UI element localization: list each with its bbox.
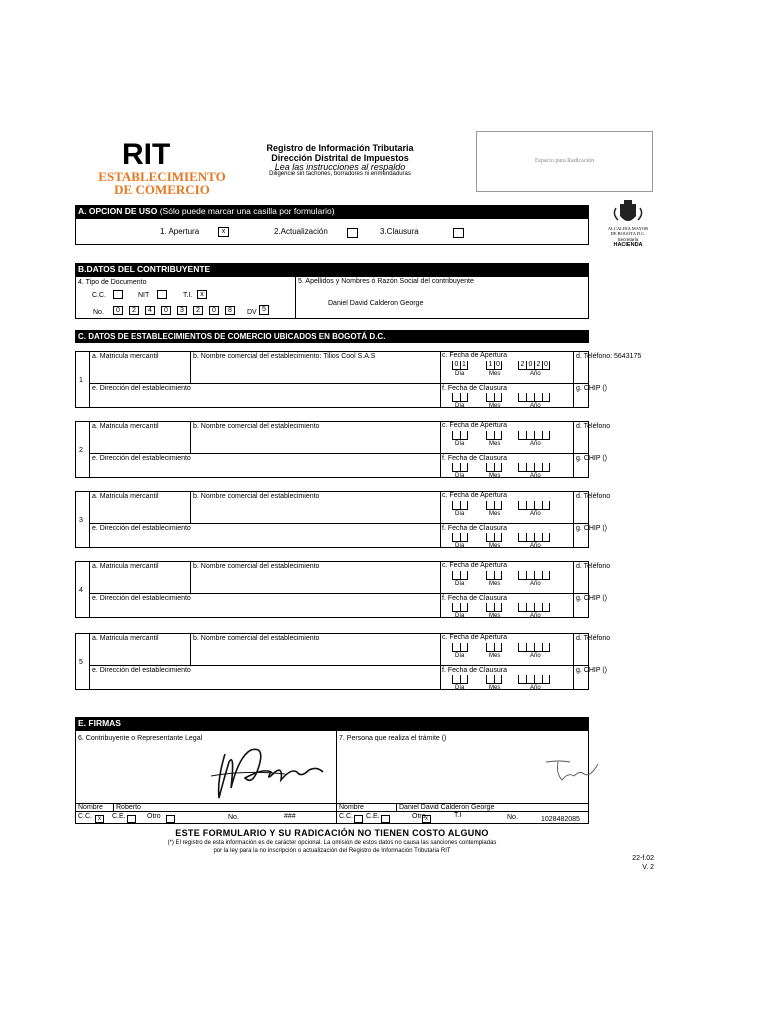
apertura-anio-caption: Año	[530, 653, 541, 659]
row-col-divider	[573, 351, 574, 408]
clausura-anio-caption: Año	[530, 685, 541, 691]
contributor-name-label: 5. Apellidos y Nombres ó Razón Social del contribuyente	[298, 278, 474, 285]
row-col-divider	[440, 421, 441, 478]
nombre-comercial-text: b. Nombre comercial del establecimiento	[193, 635, 320, 642]
clausura-mes-cell[interactable]	[494, 533, 502, 542]
clausura-anio-cell[interactable]	[542, 393, 550, 402]
clausura-anio-caption: Año	[530, 613, 541, 619]
telefono-text: d. Teléfono	[576, 563, 611, 570]
header-line-2: Dirección Distrital de Impuestos	[271, 153, 409, 163]
left-otro-label: Otro	[147, 813, 161, 820]
right-ti-value[interactable]: T.I	[454, 812, 462, 819]
header-line-1: Registro de Información Tributaria	[266, 143, 414, 153]
section-e-header: E. FIRMAS	[75, 717, 589, 730]
rit-title: RIT	[122, 138, 171, 171]
left-cc-label: C.C.	[78, 813, 92, 820]
apertura-anio-caption: Año	[530, 371, 541, 377]
row-num-divider	[89, 491, 90, 548]
section-a-title: A. OPCION DE USO	[78, 206, 158, 216]
signature-name-line	[75, 803, 589, 804]
clausura-anio-cell[interactable]	[526, 533, 534, 542]
apertura-mes-caption: Mes	[489, 441, 501, 447]
clausura-mes-cell[interactable]	[486, 603, 494, 612]
apertura-anio-cell[interactable]	[534, 571, 542, 580]
nombre-comercial-label	[193, 353, 375, 361]
apertura-dia-cell[interactable]: 1	[460, 361, 468, 370]
doc-number-label: No.	[93, 309, 104, 316]
left-ce-label: C.E.	[112, 813, 126, 820]
clausura-mes-cell[interactable]	[494, 393, 502, 402]
clausura-anio-caption: Año	[530, 403, 541, 409]
clausura-dia-caption: Día	[455, 613, 465, 619]
contributor-name-value[interactable]: Daniel David Calderon George	[328, 300, 424, 307]
telefono-label	[576, 493, 610, 501]
apertura-anio-cell[interactable]: 2	[518, 361, 526, 370]
row-mid-line	[89, 383, 589, 384]
direccion-label: e. Dirección del establecimiento	[92, 667, 191, 674]
left-name-divider	[113, 803, 114, 811]
logo-line-4: HACIENDA	[613, 242, 643, 248]
signature-left-label: 6. Contribuyente o Representante Legal	[78, 735, 203, 742]
right-ce-label: C.E.	[366, 813, 380, 820]
apertura-mes-caption: Mes	[489, 581, 501, 587]
form-code: 22-f.02	[632, 855, 654, 862]
apertura-anio-cell[interactable]	[518, 501, 526, 510]
tipo-documento-label: 4. Tipo de Documento	[78, 279, 147, 286]
header-line-3: Lea las instrucciones al respaldo	[274, 162, 406, 172]
apertura-mes-cell[interactable]	[494, 643, 502, 652]
row-col-divider	[573, 561, 574, 618]
radicacion-box	[476, 131, 653, 192]
clausura-dia-caption: Día	[455, 473, 465, 479]
nombre-comercial-label	[193, 423, 319, 431]
ti-label: T.I.	[183, 292, 193, 299]
apertura-dia-cell[interactable]	[460, 501, 468, 510]
fecha-apertura-label: c. Fecha de Apertura	[442, 422, 507, 429]
logo-line-2: DE BOGOTA D.C.	[610, 231, 646, 236]
nombre-comercial-label	[193, 563, 319, 571]
row-num-divider	[89, 421, 90, 478]
apertura-mes-cell[interactable]	[494, 431, 502, 440]
row-col-divider	[190, 561, 191, 593]
right-otro-label: Otro	[412, 813, 426, 820]
nombre-comercial-text: b. Nombre comercial del establecimiento	[193, 563, 320, 570]
nit-label: NIT	[138, 292, 150, 299]
dv-field[interactable]: 5	[259, 305, 269, 315]
apertura-dia-cell[interactable]	[452, 431, 460, 440]
row-number: 1	[79, 377, 83, 384]
row-col-divider	[190, 351, 191, 383]
row-mid-line	[89, 453, 589, 454]
apertura-dia-cell[interactable]	[452, 571, 460, 580]
row-num-divider	[89, 351, 90, 408]
left-name-label: Nombre	[78, 804, 103, 811]
telefono-text: d. Teléfono	[576, 635, 611, 642]
matricula-label: a. Matricula mercantil	[92, 423, 159, 430]
row-col-divider	[573, 491, 574, 548]
apertura-anio-cell[interactable]: 0	[526, 361, 534, 370]
apertura-anio-cell[interactable]	[526, 501, 534, 510]
telefono-text: d. Teléfono	[576, 493, 611, 500]
nombre-separator: :	[319, 353, 324, 360]
cc-checkbox[interactable]	[113, 290, 123, 299]
apertura-mes-cell[interactable]: 1	[486, 361, 494, 370]
signature-right-image	[538, 752, 608, 786]
telefono-text: d. Teléfono	[576, 353, 611, 360]
apertura-mes-caption: Mes	[489, 371, 501, 377]
right-cc-label: C.C.	[339, 813, 353, 820]
apertura-anio-cell[interactable]	[542, 501, 550, 510]
clausura-dia-cell[interactable]	[452, 463, 460, 472]
apertura-dia-cell[interactable]: 0	[452, 361, 460, 370]
fecha-apertura-label: c. Fecha de Apertura	[442, 562, 507, 569]
option-actualizacion-label: 2.Actualización	[274, 227, 328, 236]
row-col-divider	[190, 421, 191, 453]
fecha-clausura-label: f. Fecha de Clausura	[442, 595, 507, 602]
apertura-dia-cell[interactable]	[460, 431, 468, 440]
matricula-label: a. Matricula mercantil	[92, 563, 159, 570]
ti-checkbox[interactable]: x	[197, 290, 207, 299]
form-subtitle-1: ESTABLECIMIENTO	[98, 169, 226, 184]
row-col-divider	[440, 351, 441, 408]
telefono-text: d. Teléfono	[576, 423, 611, 430]
section-c-header: C. DATOS DE ESTABLECIMIENTOS DE COMERCIO UBICADOS EN BOGOTÁ D.C.	[75, 330, 589, 343]
matricula-label: a. Matricula mercantil	[92, 353, 159, 360]
option-actualizacion-checkbox[interactable]	[347, 228, 358, 238]
clausura-mes-caption: Mes	[489, 613, 501, 619]
clausura-anio-cell[interactable]	[518, 533, 526, 542]
fecha-clausura-label: f. Fecha de Clausura	[442, 525, 507, 532]
clausura-anio-cell[interactable]	[526, 603, 534, 612]
apertura-anio-cell[interactable]	[542, 431, 550, 440]
row-col-divider	[440, 561, 441, 618]
apertura-dia-caption: Día	[455, 441, 465, 447]
nombre-comercial-label	[193, 635, 319, 643]
chip-label: g. CHIP ()	[576, 595, 607, 602]
apertura-dia-cell[interactable]	[460, 643, 468, 652]
row-number: 3	[79, 517, 83, 524]
matricula-label: a. Matricula mercantil	[92, 635, 159, 642]
row-num-divider	[89, 633, 90, 690]
radicacion-label: Espacio para Radicación	[534, 158, 595, 164]
apertura-anio-cell[interactable]: 0	[542, 361, 550, 370]
apertura-anio-caption: Año	[530, 581, 541, 587]
clausura-mes-cell[interactable]	[486, 675, 494, 684]
clausura-mes-caption: Mes	[489, 403, 501, 409]
apertura-anio-cell[interactable]	[526, 571, 534, 580]
clausura-anio-cell[interactable]	[534, 603, 542, 612]
apertura-mes-caption: Mes	[489, 511, 501, 517]
clausura-anio-cell[interactable]	[534, 675, 542, 684]
left-otro-checkbox[interactable]	[166, 815, 175, 823]
clausura-mes-caption: Mes	[489, 473, 501, 479]
doc-digit-cell[interactable]: 4	[145, 306, 155, 315]
left-ce-checkbox[interactable]	[127, 815, 136, 823]
apertura-mes-caption: Mes	[489, 653, 501, 659]
apertura-dia-caption: Día	[455, 371, 465, 377]
clausura-anio-cell[interactable]	[542, 675, 550, 684]
apertura-mes-cell[interactable]	[494, 571, 502, 580]
matricula-label: a. Matricula mercantil	[92, 493, 159, 500]
signature-left-image	[205, 742, 335, 807]
section-b-header: B.DATOS DEL CONTRIBUYENTE	[75, 263, 589, 276]
apertura-anio-cell[interactable]	[534, 643, 542, 652]
row-col-divider	[440, 633, 441, 690]
section-a-note: (Sólo puede marcar una casilla por formulario)	[159, 206, 335, 216]
clausura-mes-cell[interactable]	[486, 393, 494, 402]
logo-line-3: Secretaría	[617, 237, 639, 242]
clausura-dia-cell[interactable]	[452, 533, 460, 542]
row-num-divider	[89, 561, 90, 618]
section-a-body	[75, 218, 589, 245]
clausura-anio-cell[interactable]	[542, 533, 550, 542]
row-number: 4	[79, 587, 83, 594]
signature-id-line	[75, 811, 589, 812]
clausura-mes-caption: Mes	[489, 543, 501, 549]
nombre-comercial-text: b. Nombre comercial del establecimiento	[193, 493, 320, 500]
fecha-clausura-label: f. Fecha de Clausura	[442, 667, 507, 674]
right-no-value[interactable]: 1028482085	[541, 816, 580, 823]
apertura-anio-cell[interactable]	[534, 431, 542, 440]
right-otro-checkbox[interactable]: x	[422, 815, 431, 823]
row-mid-line	[89, 593, 589, 594]
right-cc-checkbox[interactable]	[354, 815, 363, 823]
clausura-anio-caption: Año	[530, 543, 541, 549]
clausura-anio-cell[interactable]	[534, 463, 542, 472]
footer-note-1: (*) El registro de esta información es de carácter opcional. La omisión de estos datos no causa las sanciones contempladas	[167, 840, 497, 846]
clausura-dia-caption: Día	[455, 543, 465, 549]
clausura-dia-cell[interactable]	[452, 603, 460, 612]
chip-label: g. CHIP ()	[576, 385, 607, 392]
doc-digit-cell[interactable]: 0	[161, 306, 171, 315]
apertura-anio-cell[interactable]	[534, 501, 542, 510]
section-a-header	[75, 205, 589, 218]
telefono-label	[576, 563, 610, 571]
costo-notice: ESTE FORMULARIO Y SU RADICACIÓN NO TIENEN COSTO ALGUNO	[175, 828, 489, 838]
telefono-label	[576, 353, 641, 361]
doc-digit-cell[interactable]: 0	[209, 306, 219, 315]
section-b-divider	[295, 276, 296, 319]
chip-label: g. CHIP ()	[576, 525, 607, 532]
left-name-value[interactable]: Roberto	[116, 804, 141, 811]
clausura-mes-cell[interactable]	[494, 603, 502, 612]
clausura-mes-caption: Mes	[489, 685, 501, 691]
right-ce-checkbox[interactable]	[381, 815, 390, 823]
clausura-anio-cell[interactable]	[518, 603, 526, 612]
left-no-label: No.	[228, 814, 239, 821]
apertura-anio-cell[interactable]	[542, 643, 550, 652]
fecha-clausura-label: f. Fecha de Clausura	[442, 455, 507, 462]
bogota-logo	[602, 200, 654, 252]
fecha-apertura-label: c. Fecha de Apertura	[442, 634, 507, 641]
nit-checkbox[interactable]	[157, 290, 167, 299]
row-col-divider	[440, 491, 441, 548]
clausura-anio-cell[interactable]	[518, 393, 526, 402]
clausura-anio-cell[interactable]	[534, 393, 542, 402]
doc-digit-cell[interactable]: 2	[129, 306, 139, 315]
row-number: 2	[79, 447, 83, 454]
telefono-label	[576, 635, 610, 643]
clausura-anio-cell[interactable]	[526, 675, 534, 684]
row-col-divider	[190, 491, 191, 523]
clausura-mes-cell[interactable]	[486, 533, 494, 542]
footer-note-2: por la ley para la no inscripción o actualización del Registro de Información Tributaria RIT	[213, 848, 451, 854]
telefono-value[interactable]: 5643175	[614, 353, 642, 360]
left-no-value[interactable]: ###	[284, 813, 296, 820]
clausura-anio-cell[interactable]	[526, 393, 534, 402]
clausura-anio-cell[interactable]	[526, 463, 534, 472]
direccion-label: e. Dirección del establecimiento	[92, 455, 191, 462]
clausura-dia-caption: Día	[455, 403, 465, 409]
clausura-dia-cell[interactable]	[452, 675, 460, 684]
telefono-separator: :	[610, 353, 615, 360]
right-name-divider	[396, 803, 397, 811]
doc-digit-cell[interactable]: 8	[225, 306, 235, 315]
row-col-divider	[573, 421, 574, 478]
apertura-mes-cell[interactable]: 0	[494, 361, 502, 370]
nombre-comercial-text: b. Nombre comercial del establecimiento	[193, 423, 320, 430]
apertura-dia-caption: Día	[455, 511, 465, 517]
apertura-anio-caption: Año	[530, 511, 541, 517]
clausura-mes-cell[interactable]	[486, 463, 494, 472]
clausura-dia-cell[interactable]	[460, 393, 468, 402]
fecha-clausura-label: f. Fecha de Clausura	[442, 385, 507, 392]
apertura-dia-caption: Día	[455, 653, 465, 659]
apertura-dia-cell[interactable]	[452, 501, 460, 510]
nombre-comercial-text: b. Nombre comercial del establecimiento	[193, 353, 320, 360]
clausura-anio-cell[interactable]	[518, 463, 526, 472]
left-cc-checkbox[interactable]: x	[95, 815, 104, 823]
clausura-dia-cell[interactable]	[460, 603, 468, 612]
chip-label: g. CHIP ()	[576, 455, 607, 462]
clausura-dia-cell[interactable]	[460, 675, 468, 684]
row-mid-line	[89, 523, 589, 524]
clausura-anio-caption: Año	[530, 473, 541, 479]
doc-digit-cell[interactable]: 0	[113, 306, 123, 315]
apertura-anio-cell[interactable]	[526, 643, 534, 652]
direccion-label: e. Dirección del establecimiento	[92, 595, 191, 602]
doc-digit-cell[interactable]: 3	[177, 306, 187, 315]
clausura-anio-cell[interactable]	[534, 533, 542, 542]
apertura-anio-cell[interactable]	[518, 643, 526, 652]
form-subtitle-2: DE COMERCIO	[114, 182, 210, 197]
section-e-divider	[336, 730, 337, 824]
option-clausura-label: 3.Clausura	[380, 227, 419, 236]
apertura-anio-cell[interactable]	[518, 571, 526, 580]
clausura-anio-cell[interactable]	[518, 675, 526, 684]
fecha-apertura-label: c. Fecha de Apertura	[442, 492, 507, 499]
telefono-label	[576, 423, 610, 431]
apertura-mes-cell[interactable]	[486, 571, 494, 580]
apertura-anio-cell[interactable]	[526, 431, 534, 440]
apertura-mes-cell[interactable]	[486, 431, 494, 440]
apertura-dia-cell[interactable]	[460, 571, 468, 580]
apertura-anio-cell[interactable]	[542, 571, 550, 580]
form-version: V. 2	[642, 864, 654, 871]
dv-label: DV	[247, 309, 257, 316]
coat-of-arms-icon	[602, 200, 654, 228]
apertura-mes-cell[interactable]	[486, 643, 494, 652]
fecha-apertura-label: c. Fecha de Apertura	[442, 352, 507, 359]
clausura-dia-caption: Día	[455, 685, 465, 691]
option-apertura-checkbox[interactable]: x	[218, 227, 229, 237]
apertura-anio-caption: Año	[530, 441, 541, 447]
apertura-mes-cell[interactable]	[486, 501, 494, 510]
clausura-anio-cell[interactable]	[542, 463, 550, 472]
direccion-label: e. Dirección del establecimiento	[92, 385, 191, 392]
clausura-dia-cell[interactable]	[460, 463, 468, 472]
option-clausura-checkbox[interactable]	[453, 228, 464, 238]
clausura-mes-cell[interactable]	[494, 675, 502, 684]
apertura-anio-cell[interactable]: 2	[534, 361, 542, 370]
header-line-4: Diligencie sin tachones, borradores ni enmendaduras	[269, 171, 411, 177]
cc-label: C.C.	[92, 292, 106, 299]
signature-right-label: 7. Persona que realiza el trámite ()	[339, 735, 447, 742]
apertura-mes-cell[interactable]	[494, 501, 502, 510]
right-name-value[interactable]: Daniel David Calderon George	[399, 804, 495, 811]
apertura-dia-cell[interactable]	[452, 643, 460, 652]
right-no-label: No.	[507, 814, 518, 821]
nombre-comercial-value[interactable]: Tilios Cool S.A.S	[323, 353, 376, 360]
option-apertura-label: 1. Apertura	[160, 227, 200, 236]
nombre-comercial-label	[193, 493, 319, 501]
logo-line-1: ALCALDIA MAYOR	[607, 226, 649, 231]
apertura-dia-caption: Día	[455, 581, 465, 587]
clausura-anio-cell[interactable]	[542, 603, 550, 612]
row-col-divider	[573, 633, 574, 690]
direccion-label: e. Dirección del establecimiento	[92, 525, 191, 532]
row-number: 5	[79, 659, 83, 666]
clausura-mes-cell[interactable]	[494, 463, 502, 472]
clausura-dia-cell[interactable]	[452, 393, 460, 402]
clausura-dia-cell[interactable]	[460, 533, 468, 542]
right-name-label: Nombre	[339, 804, 364, 811]
doc-digit-cell[interactable]: 2	[193, 306, 203, 315]
apertura-anio-cell[interactable]	[518, 431, 526, 440]
row-col-divider	[190, 633, 191, 665]
chip-label: g. CHIP ()	[576, 667, 607, 674]
row-mid-line	[89, 665, 589, 666]
